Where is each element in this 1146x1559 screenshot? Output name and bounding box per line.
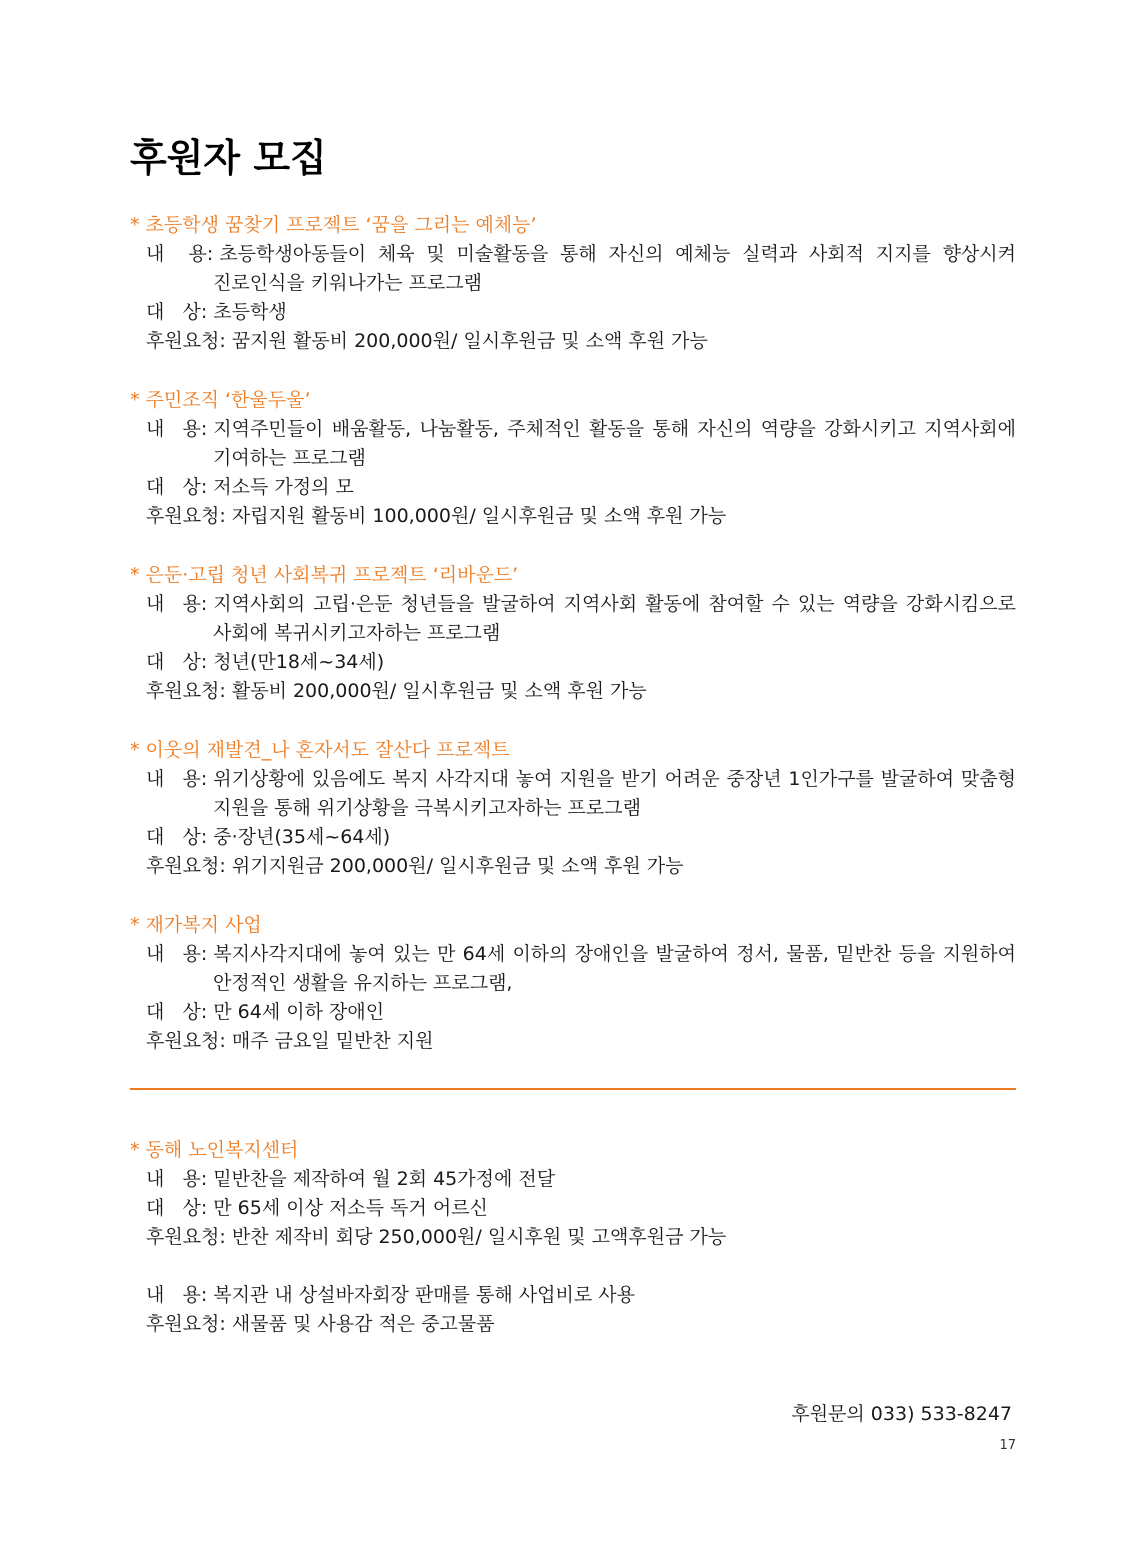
target-row [130,298,1016,327]
content-row [130,415,1016,444]
section-elementary-dream [130,211,1016,356]
content-row [130,1165,1016,1194]
request-text: 반찬 제작비 회당 250,000원/ 일시후원 및 고액후원금 가능 [231,1226,727,1248]
target-label: 대 상: [146,826,214,848]
page-title: 후원자 모집 [130,136,327,180]
request-row [130,852,1016,881]
target-row [130,648,1016,677]
content-text: 지역주민들이 배움활동, 나눔활동, 주체적인 활동을 통해 자신의 역량을 강화시키고 지역사회에 [213,418,1016,440]
section-heading: * 초등학생 꿈찾기 프로젝트 ‘꿈을 그리는 예체능’ [130,214,537,236]
request-label: 후원요청: [146,855,232,877]
request-row [130,327,1016,356]
request-text: 새물품 및 사용감 적은 중고물품 [231,1313,495,1335]
request-row [130,677,1016,706]
request-text: 자립지원 활동비 100,000원/ 일시후원금 및 소액 후원 가능 [231,505,727,527]
section-heading: * 은둔·고립 청년 사회복귀 프로젝트 ‘리바운드’ [130,564,519,586]
content-label: 내 용: [146,243,220,265]
content-row [130,765,1016,794]
section-neighbor-rediscovery [130,736,1016,881]
target-label: 대 상: [146,301,214,323]
section-youth-rebound [130,561,1016,706]
target-text: 저소득 가정의 모 [213,476,354,498]
section-heading: * 이웃의 재발견_나 혼자서도 잘산다 프로젝트 [130,739,510,761]
content-row [130,940,1016,969]
request-label: 후원요청: [146,505,232,527]
contact-phone: 후원문의 033) 533-8247 [791,1403,1012,1425]
bazaar-content-row [130,1281,1016,1310]
content-text: 복지사각지대에 놓여 있는 만 64세 이하의 장애인을 발굴하여 정서, 물품, 밑반찬 등을 지원하여 [213,943,1016,965]
target-label: 대 상: [146,1197,214,1219]
request-label: 후원요청: [146,330,232,352]
section-divider [130,1088,1016,1090]
content-text-continued: 안정적인 생활을 유지하는 프로그램, [213,972,513,994]
content-row [130,240,1016,269]
bazaar-request-row [130,1310,1016,1339]
request-text: 꿈지원 활동비 200,000원/ 일시후원금 및 소액 후원 가능 [231,330,708,352]
content-text: 지역사회의 고립·은둔 청년들을 발굴하여 지역사회 활동에 참여할 수 있는 역량을 강화시킴으로 [213,593,1016,615]
content-label: 내 용: [146,943,214,965]
section-heading: * 동해 노인복지센터 [130,1139,299,1161]
content-label: 내 용: [146,593,214,615]
section-heading: * 주민조직 ‘한울두울’ [130,389,311,411]
target-label: 대 상: [146,651,214,673]
target-row [130,473,1016,502]
target-label: 대 상: [146,476,214,498]
target-label: 대 상: [146,1001,214,1023]
target-text: 만 64세 이하 장애인 [213,1001,385,1023]
target-text: 중·장년(35세~64세) [213,826,391,848]
target-row [130,1194,1016,1223]
request-text: 활동비 200,000원/ 일시후원금 및 소액 후원 가능 [231,680,647,702]
content-text-continued: 진로인식을 키워나가는 프로그램 [213,272,483,294]
request-label: 후원요청: [146,1226,232,1248]
section-senior-center [130,1136,1016,1339]
request-row [130,1027,1016,1056]
content-text-continued: 기여하는 프로그램 [213,447,366,469]
target-text: 청년(만18세~34세) [213,651,385,673]
request-label: 후원요청: [146,1313,232,1335]
content-label: 내 용: [146,768,214,790]
request-label: 후원요청: [146,1030,232,1052]
request-text: 위기지원금 200,000원/ 일시후원금 및 소액 후원 가능 [231,855,684,877]
content-text: 복지관 내 상설바자회장 판매를 통해 사업비로 사용 [213,1284,635,1306]
target-text: 만 65세 이상 저소득 독거 어르신 [213,1197,488,1219]
content-text-continued: 지원을 통해 위기상황을 극복시키고자하는 프로그램 [213,797,641,819]
request-label: 후원요청: [146,680,232,702]
content-text: 위기상황에 있음에도 복지 사각지대 놓여 지원을 받기 어려운 중장년 1인가구를 발굴하여 맞춤형 [213,768,1016,790]
target-row [130,998,1016,1027]
section-home-welfare [130,911,1016,1056]
content-text: 초등학생아동들이 체육 및 미술활동을 통해 자신의 예체능 실력과 사회적 지지를 향상시켜 [219,243,1016,265]
target-text: 초등학생 [213,301,287,323]
content-label: 내 용: [146,1284,214,1306]
content-label: 내 용: [146,1168,214,1190]
request-text: 매주 금요일 밑반찬 지원 [231,1030,434,1052]
page-number: 17 [999,1438,1016,1453]
content-label: 내 용: [146,418,214,440]
content-row [130,590,1016,619]
section-resident-organization [130,386,1016,531]
request-row [130,502,1016,531]
target-row [130,823,1016,852]
content-text-continued: 사회에 복귀시키고자하는 프로그램 [213,622,501,644]
section-heading: * 재가복지 사업 [130,914,262,936]
content-text: 밑반찬을 제작하여 월 2회 45가정에 전달 [213,1168,556,1190]
request-row [130,1223,1016,1252]
